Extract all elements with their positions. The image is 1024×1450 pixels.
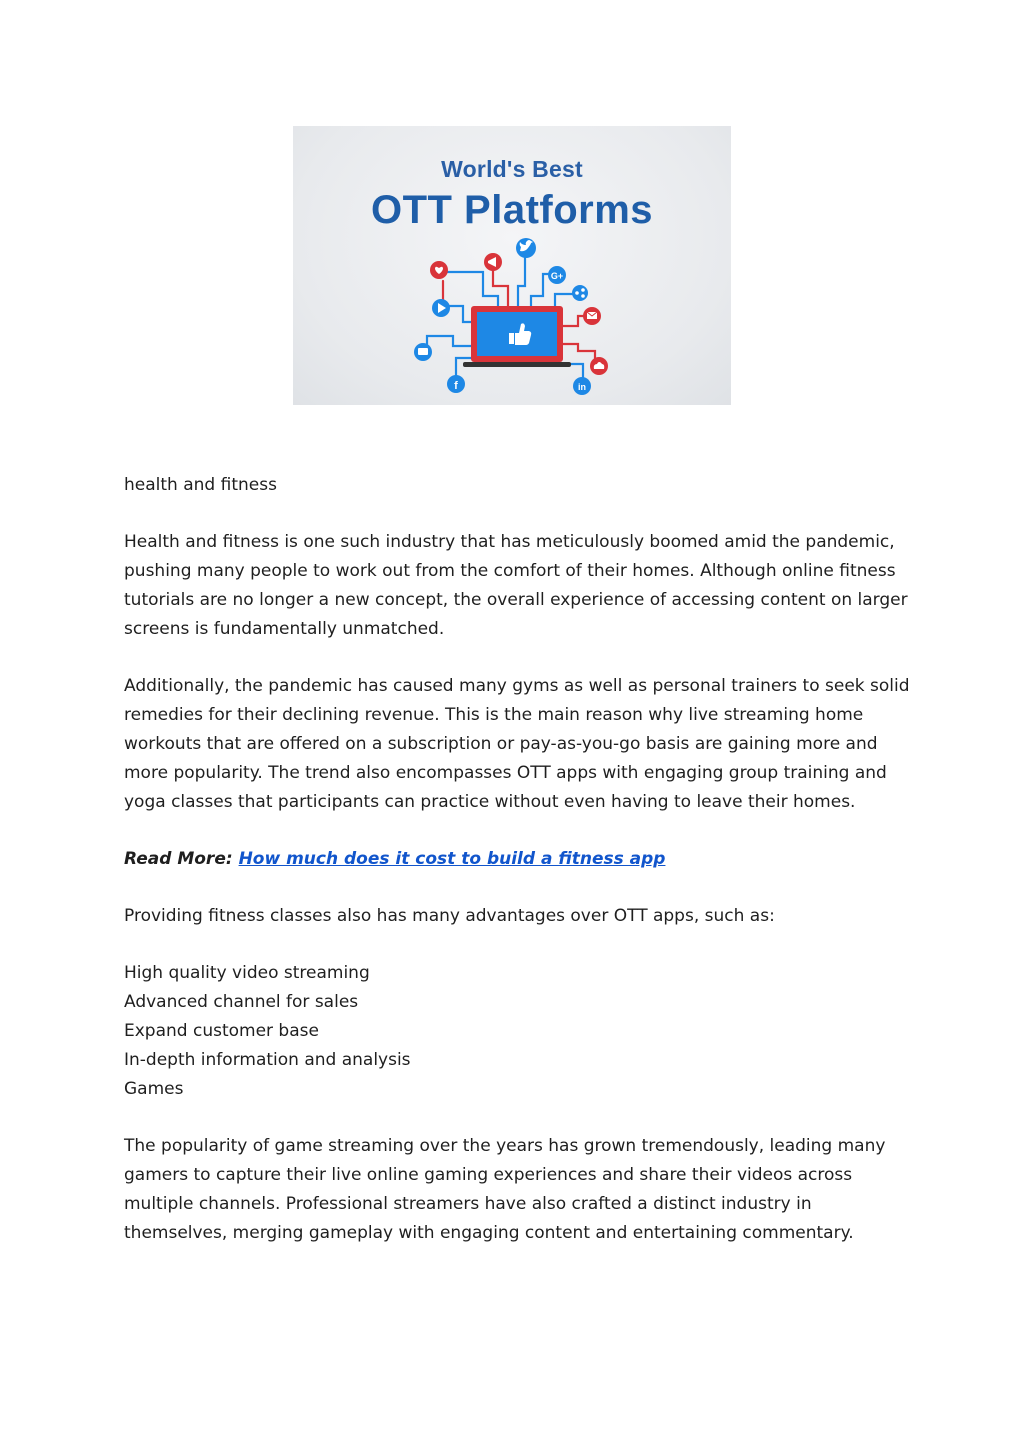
article-body [124,471,914,1276]
share-icon [572,285,588,301]
linkedin-icon [573,377,591,395]
google-plus-icon [548,266,566,284]
svg-text:in: in [578,382,586,392]
heart-icon [430,261,448,279]
section-heading: health and fitness [124,475,277,495]
play-icon [432,299,450,317]
ott-platforms-banner-image [293,126,731,405]
chat-icon [414,343,432,361]
twitter-icon [516,238,536,258]
advantages-list [124,959,914,1104]
list-item: In-depth information and analysis [124,1050,411,1070]
paragraph-game-streaming: The popularity of game streaming over the years has grown tremendously, leading many gamers to capture their live online gaming experiences and share their videos across multiple channels. Professional streamers have also crafted a distinct industry in themselves, merging gameplay with engaging content and entertaining commentary. [124,1136,886,1243]
svg-text:G+: G+ [550,271,564,281]
banner-title-line-2: OTT Platforms [370,188,654,232]
list-item: Games [124,1079,184,1099]
paragraph-pandemic-gyms: Additionally, the pandemic has caused many gyms as well as personal trainers to seek solid remedies for their declining revenue. This is the main reason why live streaming home workouts that are offered on a subscription or pay-as-you-go basis are gaining more and more popularity. The trend also encompasses OTT apps with engaging group training and yoga classes that participants can practice without even having to leave their homes. [124,676,910,812]
svg-text:f: f [454,380,458,392]
read-more-label: Read More: [124,849,233,869]
read-more-line [124,845,914,874]
mail-icon [583,307,601,325]
facebook-icon [447,375,465,393]
list-item: Advanced channel for sales [124,992,359,1012]
banner-title-line-1: World's Best [441,156,583,182]
megaphone-icon [484,253,502,271]
list-item: High quality video streaming [124,963,370,983]
paragraph-advantages-intro: Providing fitness classes also has many advantages over OTT apps, such as: [124,906,775,926]
paragraph-health-fitness-intro: Health and fitness is one such industry that has meticulously boomed amid the pandemic, pushing many people to work out from the comfort of their homes. Although online fitness tutorials are no longer a new concept, the overall experience of accessing content on larger screens is fundamentally unmatched. [124,532,908,639]
list-item: Expand customer base [124,1021,319,1041]
network-illustration [293,126,731,405]
read-more-link[interactable]: How much does it cost to build a fitness app [238,849,666,869]
cloud-icon [590,357,608,375]
